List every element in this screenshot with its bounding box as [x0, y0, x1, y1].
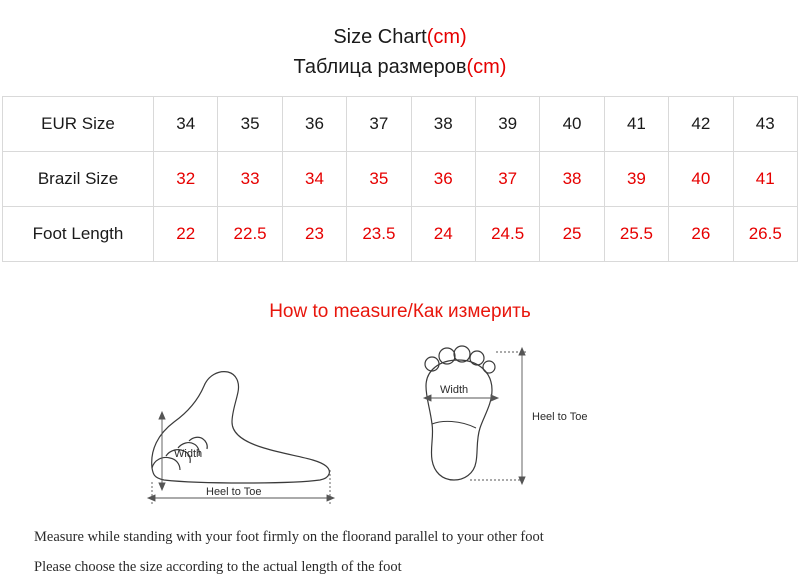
footer-notes [0, 522, 800, 582]
cell-foot-0: 22 [154, 207, 218, 262]
cell-brazil-3: 35 [347, 152, 411, 207]
side-view-width-label: Width [174, 448, 203, 460]
row-header-eur-size: EUR Size [3, 97, 154, 152]
cell-foot-3: 23.5 [347, 207, 411, 262]
cell-brazil-7: 39 [604, 152, 668, 207]
cell-brazil-8: 40 [669, 152, 733, 207]
cell-foot-8: 26 [669, 207, 733, 262]
row-header-brazil-size: Brazil Size [3, 152, 154, 207]
table-row [3, 97, 798, 152]
cell-eur-2: 36 [282, 97, 346, 152]
cell-brazil-9: 41 [733, 152, 797, 207]
cell-eur-3: 37 [347, 97, 411, 152]
note-line-1: Measure while standing with your foot firmly on the floorand parallel to your other foot [34, 529, 544, 545]
cell-foot-1: 22.5 [218, 207, 282, 262]
cell-eur-0: 34 [154, 97, 218, 152]
foot-sole-view-icon [425, 346, 495, 480]
cell-foot-4: 24 [411, 207, 475, 262]
measure-diagrams [0, 338, 800, 508]
title-russian-unit: (cm) [466, 56, 507, 78]
cell-eur-1: 35 [218, 97, 282, 152]
cell-foot-6: 25 [540, 207, 604, 262]
cell-foot-2: 23 [282, 207, 346, 262]
cell-foot-5: 24.5 [475, 207, 539, 262]
foot-side-view-icon [152, 372, 330, 483]
title-block [0, 0, 800, 82]
cell-brazil-5: 37 [475, 152, 539, 207]
title-line-russian [0, 52, 800, 82]
cell-foot-7: 25.5 [604, 207, 668, 262]
cell-eur-9: 43 [733, 97, 797, 152]
cell-brazil-6: 38 [540, 152, 604, 207]
side-view-length-label: Heel to Toe [206, 486, 262, 498]
cell-brazil-0: 32 [154, 152, 218, 207]
cell-eur-7: 41 [604, 97, 668, 152]
size-table-wrap [0, 96, 800, 262]
how-to-measure-section [0, 300, 800, 324]
table-row [3, 152, 798, 207]
row-header-foot-length: Foot Length [3, 207, 154, 262]
title-russian-main: Таблица размеров [293, 56, 467, 78]
cell-eur-6: 40 [540, 97, 604, 152]
sole-view-length-dimension [470, 348, 526, 484]
how-to-measure-title: How to measure/Как измерить [269, 301, 531, 322]
sole-view-length-label: Heel to Toe [532, 411, 588, 423]
cell-eur-4: 38 [411, 97, 475, 152]
table-row [3, 207, 798, 262]
cell-eur-8: 42 [669, 97, 733, 152]
note-line-2: Please choose the size according to the actual length of the foot [34, 559, 402, 575]
title-english-main: Size Chart [333, 26, 427, 48]
cell-brazil-2: 34 [282, 152, 346, 207]
cell-brazil-4: 36 [411, 152, 475, 207]
cell-eur-5: 39 [475, 97, 539, 152]
cell-foot-9: 26.5 [733, 207, 797, 262]
title-line-english [0, 22, 800, 52]
size-table [2, 96, 798, 262]
title-english-unit: (cm) [426, 26, 467, 48]
cell-brazil-1: 33 [218, 152, 282, 207]
sole-view-width-label: Width [440, 384, 469, 396]
